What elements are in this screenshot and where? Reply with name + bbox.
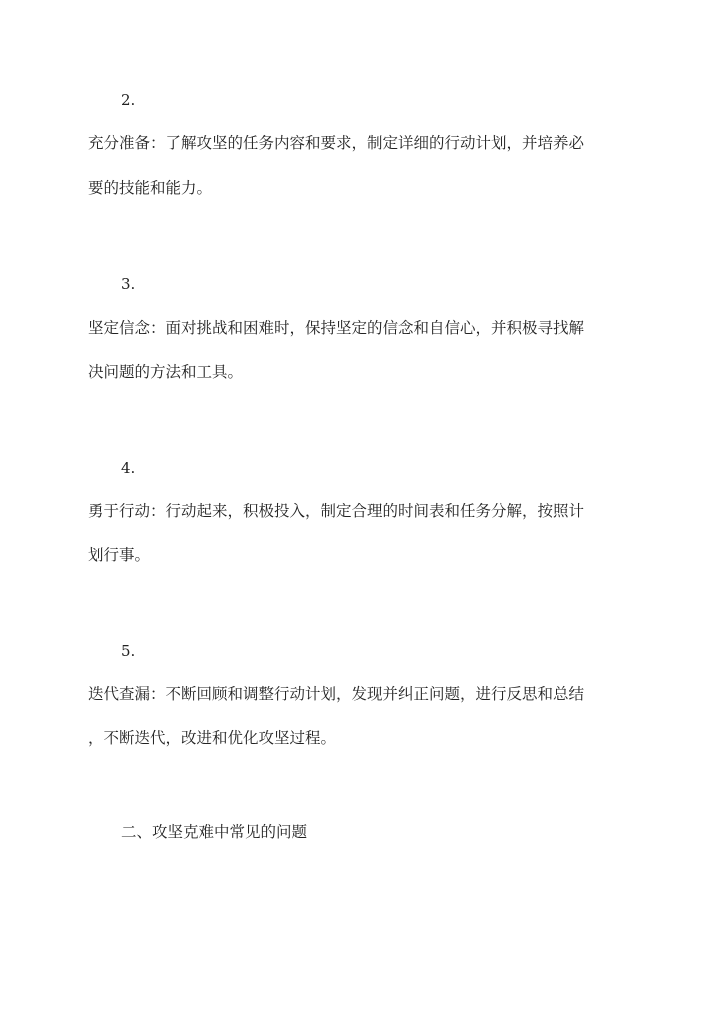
item-text-line: 坚定信念：面对挑战和困难时，保持坚定的信念和自信心，并积极寻找解: [88, 319, 585, 337]
item-text-line: 迭代查漏：不断回顾和调整行动计划，发现并纠正问题，进行反思和总结: [88, 685, 585, 703]
item-text-line: 勇于行动：行动起来，积极投入，制定合理的时间表和任务分解，按照计: [88, 502, 585, 520]
item-number: 4.: [121, 459, 136, 477]
section-heading: 二、攻坚克难中常见的问题: [121, 823, 308, 841]
item-text-line: 决问题的方法和工具。: [88, 363, 244, 381]
item-number: 3.: [121, 275, 136, 293]
item-number: 2.: [121, 91, 136, 109]
item-text-line: ，不断迭代，改进和优化攻坚过程。: [88, 729, 337, 747]
item-text-line: 充分准备：了解攻坚的任务内容和要求，制定详细的行动计划，并培养必: [88, 134, 585, 152]
item-text-line: 要的技能和能力。: [88, 179, 213, 197]
item-text-line: 划行事。: [88, 546, 151, 564]
item-number: 5.: [121, 642, 136, 660]
